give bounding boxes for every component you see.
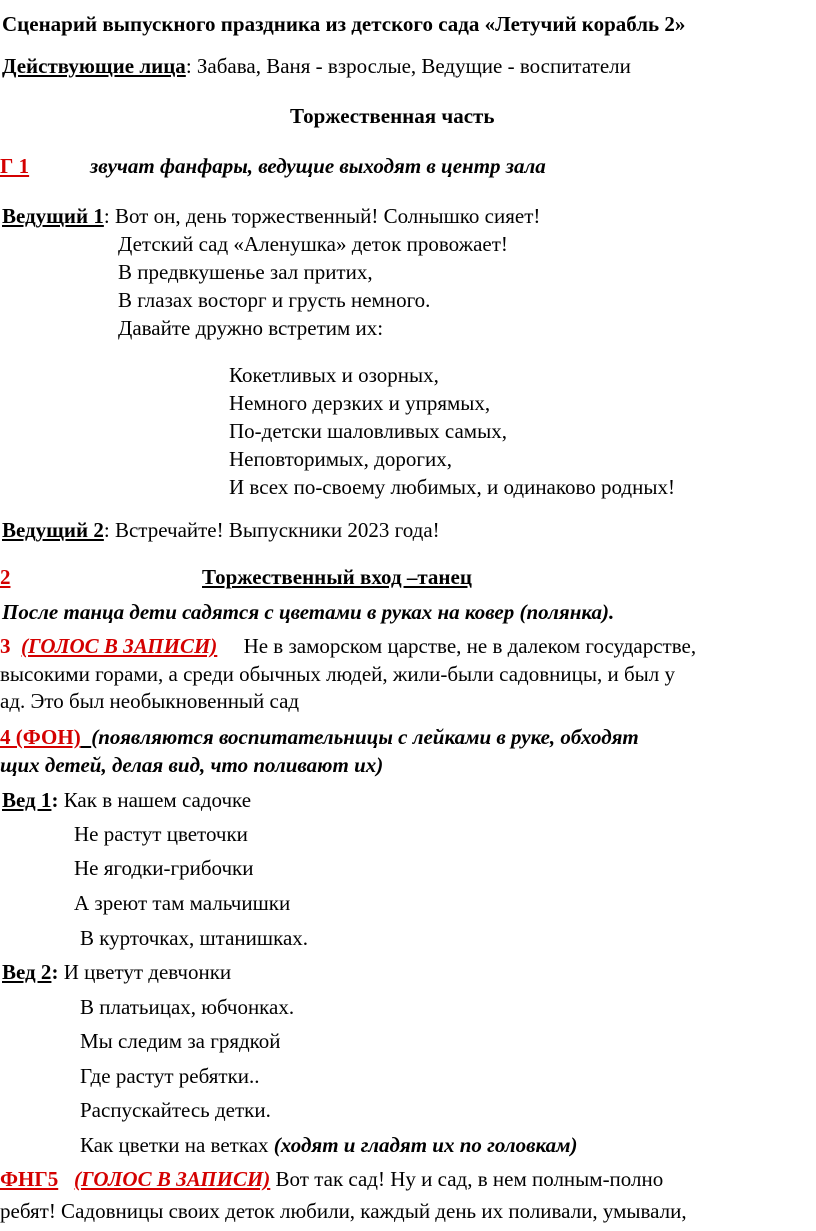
cue4-direction-1: (появляются воспитательницы с лейками в руке, обходят [91,725,639,749]
cue1-direction: звучат фанфары, ведущие выходят в центр зала [90,154,546,178]
ved2-action: (ходят и гладят их по головкам) [273,1133,578,1157]
cue5-marker: ФНГ5 [0,1167,59,1191]
ved1-line-4: А зреют там мальчишки [74,891,291,915]
verse-line-2: Немного дерзких и упрямых, [229,391,491,415]
cue3-line-1 [0,634,696,659]
cast-line [2,54,631,79]
verse-line-1: Кокетливых и озорных, [229,363,439,387]
cue5-tag: (ГОЛОС В ЗАПИСИ) [73,1167,271,1191]
host2-line [2,518,440,543]
host2-label: Ведущий 2 [2,518,104,542]
cue2-marker: 2 [0,565,11,589]
host1-line-2: Детский сад «Аленушка» деток провожает! [118,232,508,256]
ved2-line-6 [80,1133,578,1158]
cue3-text-1: Не в заморском царстве, не в далеком государстве, [243,634,697,658]
cue3-line-3: ад. Это был необыкновенный сад [0,689,300,713]
cue3-marker: 3 [0,634,11,658]
cue5-line-1 [0,1167,663,1192]
cue4-direction-2: щих детей, делая вид, что поливают их) [0,753,384,777]
verse-line-3: По-детски шаловливых самых, [229,419,507,443]
verse-line-5: И всех по-своему любимых, и одинаково родных! [229,475,675,499]
host1-label: Ведущий 1 [2,204,104,228]
cast-label: Действующие лица [2,54,186,78]
host1-text: : Вот он, день торжественный! Солнышко сияет! [103,204,541,228]
cue5-text-1: Вот так сад! Ну и сад, в нем полным-полно [270,1167,664,1191]
ved1-line-5: В курточках, штанишках. [80,926,309,950]
cue5-line-2: ребят! Садовницы своих деток любили, каждый день их поливали, умывали, [0,1199,687,1223]
ved2-line-3: Мы следим за грядкой [80,1029,281,1053]
ved1-text-1: Как в нашем садочке [58,788,252,812]
ved2-line-4: Где растут ребятки.. [80,1064,260,1088]
document-title: Сценарий выпускного праздника из детского сада «Летучий корабль 2» [2,12,686,36]
ved2-text-6: Как цветки на ветках [80,1133,274,1157]
cue3-tag: (ГОЛОС В ЗАПИСИ) [21,634,218,658]
cue3-line-2: высокими горами, а среди обычных людей, жили-были садовницы, и был у [0,662,675,686]
ved2-line-2: В платьицах, юбчонках. [80,995,295,1019]
ved2-text-1: И цветут девчонки [58,960,232,984]
ved1-line-2: Не растут цветочки [74,822,248,846]
host1-line-3: В предвкушенье зал притих, [118,260,373,284]
cue2-title: Торжественный вход –танец [202,565,472,589]
host1-line-4: В глазах восторг и грусть немного. [118,288,431,312]
cue4-marker: 4 (ФОН) [0,725,81,749]
ved2-label: Вед 2 [2,960,52,984]
cue1-marker: Г 1 [0,154,30,178]
verse-line-4: Неповторимых, дорогих, [229,447,452,471]
cast-text: : Забава, Ваня - взрослые, Ведущие - воспитатели [185,54,631,78]
host1-line-5: Давайте дружно встретим их: [118,316,384,340]
host1-line-1 [2,204,540,229]
cue4-line-1 [0,725,639,750]
host2-text: : Встречайте! Выпускники 2023 года! [103,518,440,542]
ved2-line-5: Распускайтесь детки. [80,1098,271,1122]
ved2-line-1: Вед 2: И цветут девчонки [2,960,232,984]
ved1-line-1: Вед 1: Как в нашем садочке [2,788,252,812]
section-title: Торжественная часть [290,104,495,128]
after-dance-direction: После танца дети садятся с цветами в руках на ковер (полянка). [2,600,615,624]
ved1-line-3: Не ягодки-грибочки [74,856,254,880]
ved1-label: Вед 1 [2,788,52,812]
